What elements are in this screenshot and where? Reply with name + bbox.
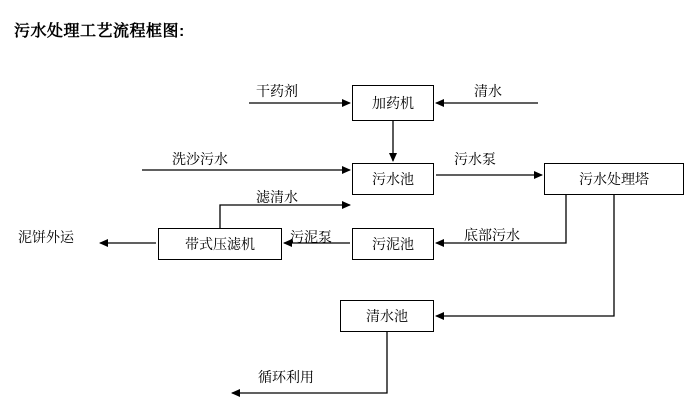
- flow-label-mud-cake-transport: 泥饼外运: [18, 229, 74, 245]
- node-sewage-pool[interactable]: [352, 163, 434, 195]
- flow-label-bottom-sewage: 底部污水: [464, 227, 520, 243]
- node-label: 加药机: [372, 95, 414, 111]
- flow-label-recycle-use: 循环利用: [258, 369, 314, 385]
- node-sludge-pool[interactable]: [352, 228, 434, 260]
- node-label: 污水处理塔: [579, 171, 649, 187]
- flow-label-clean-water: 清水: [474, 83, 502, 99]
- node-label: 污水池: [372, 171, 414, 187]
- flow-label-sludge-pump: 污泥泵: [290, 229, 332, 245]
- node-label: 清水池: [366, 308, 408, 324]
- flow-label-filtrate-water: 滤清水: [256, 189, 298, 205]
- flow-label-dry-agent: 干药剂: [256, 83, 298, 99]
- node-label: 污泥池: [372, 236, 414, 252]
- flow-label-sewage-pump: 污水泵: [454, 151, 496, 167]
- node-sewage-treatment-tower[interactable]: [544, 163, 684, 195]
- node-label: 带式压滤机: [185, 236, 255, 252]
- node-dosing-machine[interactable]: [352, 85, 434, 121]
- node-clean-water-pool[interactable]: [340, 300, 434, 332]
- flow-label-sand-washing-sewage: 洗沙污水: [172, 151, 228, 167]
- node-belt-filter-press[interactable]: [158, 228, 282, 260]
- page-title: 污水处理工艺流程框图:: [14, 23, 185, 40]
